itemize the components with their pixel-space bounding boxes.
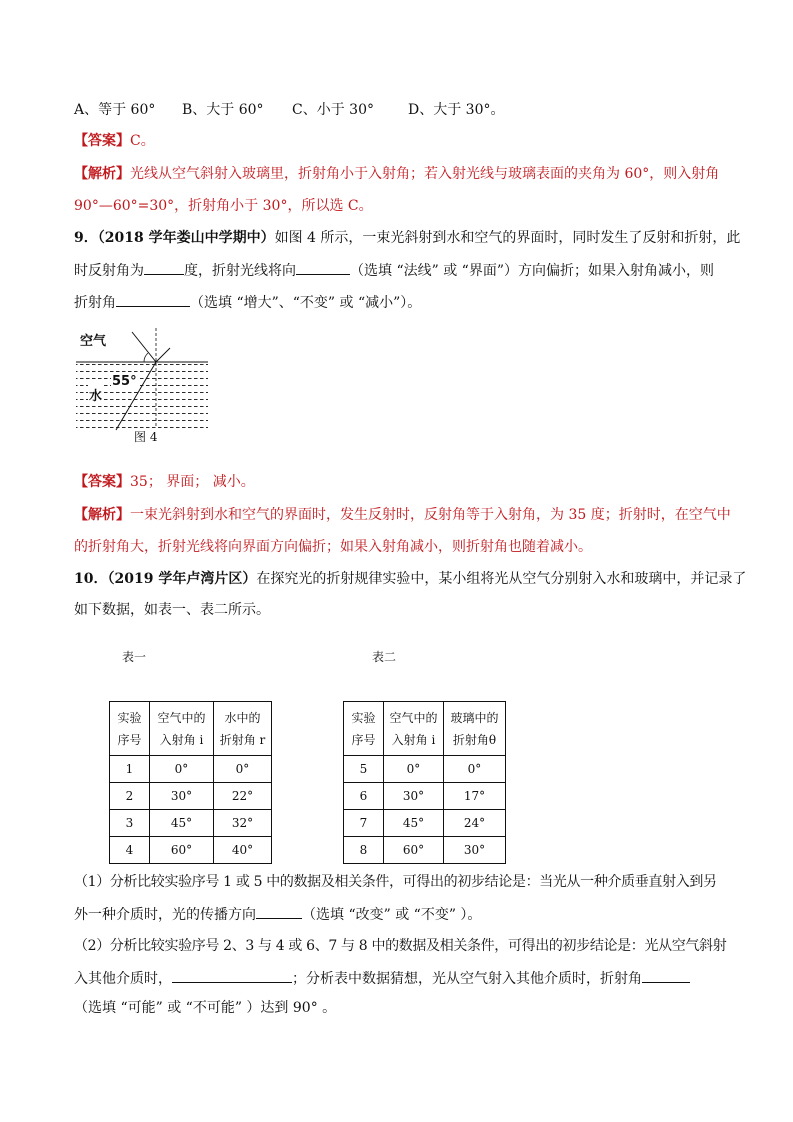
q9-stem-text2c: （选填 “法线” 或 “界面”）方向偏折；如果入射角减小，则 xyxy=(350,263,714,279)
table-row: 5 0° 0° xyxy=(344,756,506,783)
q10-sub1-line2 xyxy=(74,904,481,925)
q9-stem-text2b: 度，折射光线将向 xyxy=(184,263,296,279)
blank-possibility[interactable] xyxy=(642,968,690,983)
header-cell: 实验 序号 xyxy=(110,702,150,756)
incident-ray xyxy=(132,332,156,362)
figure-water-label: 水 xyxy=(88,385,103,404)
figure-air-label: 空气 xyxy=(80,334,107,349)
option-c: C、小于 30° xyxy=(292,102,374,118)
q10-sub1-text-b: 外一种介质时，光的传播方向 xyxy=(74,907,256,923)
q9-number: 9． xyxy=(74,230,98,246)
q9-analysis-line2: 的折射角大，折射光线将向界面方向偏折；如果入射角减小，则折射角也随着减小。 xyxy=(74,539,592,555)
q10-sub1-line1: （1）分析比较实验序号 1 或 5 中的数据及相关条件，可得出的初步结论是：当光从一种介质垂直射入到另 xyxy=(74,874,717,890)
q10-sub2-line3: （选填 “可能” 或 “不可能” ）达到 90° 。 xyxy=(74,1000,337,1016)
analysis-text: 一束光斜射到水和空气的界面时，发生反射时，反射角等于入射角，为 35 度；折射时，在空气中 xyxy=(130,507,731,523)
q10-sub2-line1: （2）分析比较实验序号 2、3 与 4 或 6、7 与 8 中的数据及相关条件，可得出的初步结论是：光从空气斜射 xyxy=(74,938,727,954)
q10-sub1-text-c: （选填 “改变” 或 “不变” ）。 xyxy=(302,907,482,923)
q10-stem-line2: 如下数据，如表一、表二所示。 xyxy=(74,602,270,618)
answer-text: C。 xyxy=(130,133,155,149)
q8-answer xyxy=(74,131,155,151)
q9-stem-line3 xyxy=(74,292,421,313)
option-b: B、大于 60° xyxy=(182,102,264,118)
blank-propagation-direction[interactable] xyxy=(256,904,302,919)
analysis-tag: 【解析】 xyxy=(74,166,130,182)
angle-arc xyxy=(144,353,148,362)
table-header-row xyxy=(344,702,506,756)
option-a: A、等于 60° xyxy=(74,102,156,118)
table-row: 2 30° 22° xyxy=(110,783,272,810)
answer-text: 35； 界面； 减小。 xyxy=(130,474,255,490)
q10-stem-text1: 在探究光的折射规律实验中，某小组将光从空气分别射入水和玻璃中，并记录了 xyxy=(256,571,747,587)
q9-stem-line2 xyxy=(74,260,714,281)
reflected-ray xyxy=(156,348,170,362)
table-row: 7 45° 24° xyxy=(344,810,506,837)
blank-reflection-angle[interactable] xyxy=(144,260,184,275)
q10-sub2-line2 xyxy=(74,968,690,989)
q10-source: （2019 学年卢湾片区） xyxy=(107,571,257,587)
blank-refraction-change[interactable] xyxy=(116,292,190,307)
header-cell: 玻璃中的 折射角θ xyxy=(444,702,506,756)
table2 xyxy=(343,701,506,864)
q9-stem-text3a: 折射角 xyxy=(74,295,116,311)
q9-source: （2018 学年娄山中学期中） xyxy=(97,230,275,246)
blank-deflection-direction[interactable] xyxy=(296,260,350,275)
q10-stem-line1 xyxy=(74,569,746,589)
table-row: 4 60° 40° xyxy=(110,837,272,864)
table-row: 6 30° 17° xyxy=(344,783,506,810)
q8-analysis-line2: 90°—60°=30°，折射角小于 30°，所以选 C。 xyxy=(74,198,373,214)
header-cell: 空气中的 入射角 i xyxy=(384,702,444,756)
table-row: 8 60° 30° xyxy=(344,837,506,864)
analysis-tag: 【解析】 xyxy=(74,507,130,523)
header-cell: 空气中的 入射角 i xyxy=(150,702,214,756)
header-cell: 水中的 折射角 r xyxy=(214,702,272,756)
table-row: 3 45° 32° xyxy=(110,810,272,837)
answer-tag: 【答案】 xyxy=(74,474,130,490)
table-row: 1 0° 0° xyxy=(110,756,272,783)
q8-options xyxy=(74,100,505,120)
figure-caption: 图 4 xyxy=(134,430,158,444)
answer-tag: 【答案】 xyxy=(74,133,130,149)
q9-analysis-line1 xyxy=(74,505,731,525)
q9-stem-text2a: 时反射角为 xyxy=(74,263,144,279)
blank-conclusion[interactable] xyxy=(172,968,292,983)
analysis-text: 光线从空气斜射入玻璃里，折射角小于入射角；若入射光线与玻璃表面的夹角为 60°，则入射角 xyxy=(130,166,720,182)
q9-stem-line1 xyxy=(74,228,740,248)
table1 xyxy=(109,701,272,864)
option-d: D、大于 30°。 xyxy=(408,102,505,118)
q8-analysis-line1 xyxy=(74,164,719,184)
header-cell: 实验 序号 xyxy=(344,702,384,756)
q9-answer xyxy=(74,472,255,492)
table1-caption: 表一 xyxy=(122,650,147,664)
q9-stem-text1: 如图 4 所示，一束光斜射到水和空气的界面时，同时发生了反射和折射，此 xyxy=(274,230,741,246)
table-header-row xyxy=(110,702,272,756)
q9-stem-text3b: （选填 “增大”、“不变” 或 “减小”）。 xyxy=(190,295,422,311)
figure-angle-label: 55° xyxy=(112,374,137,389)
q10-sub2-text-b: 入其他介质时， xyxy=(74,971,172,987)
table2-caption: 表二 xyxy=(372,650,397,664)
q10-number: 10． xyxy=(74,571,108,587)
q10-sub2-text-c: ；分析表中数据猜想，光从空气射入其他介质时，折射角 xyxy=(292,971,642,987)
